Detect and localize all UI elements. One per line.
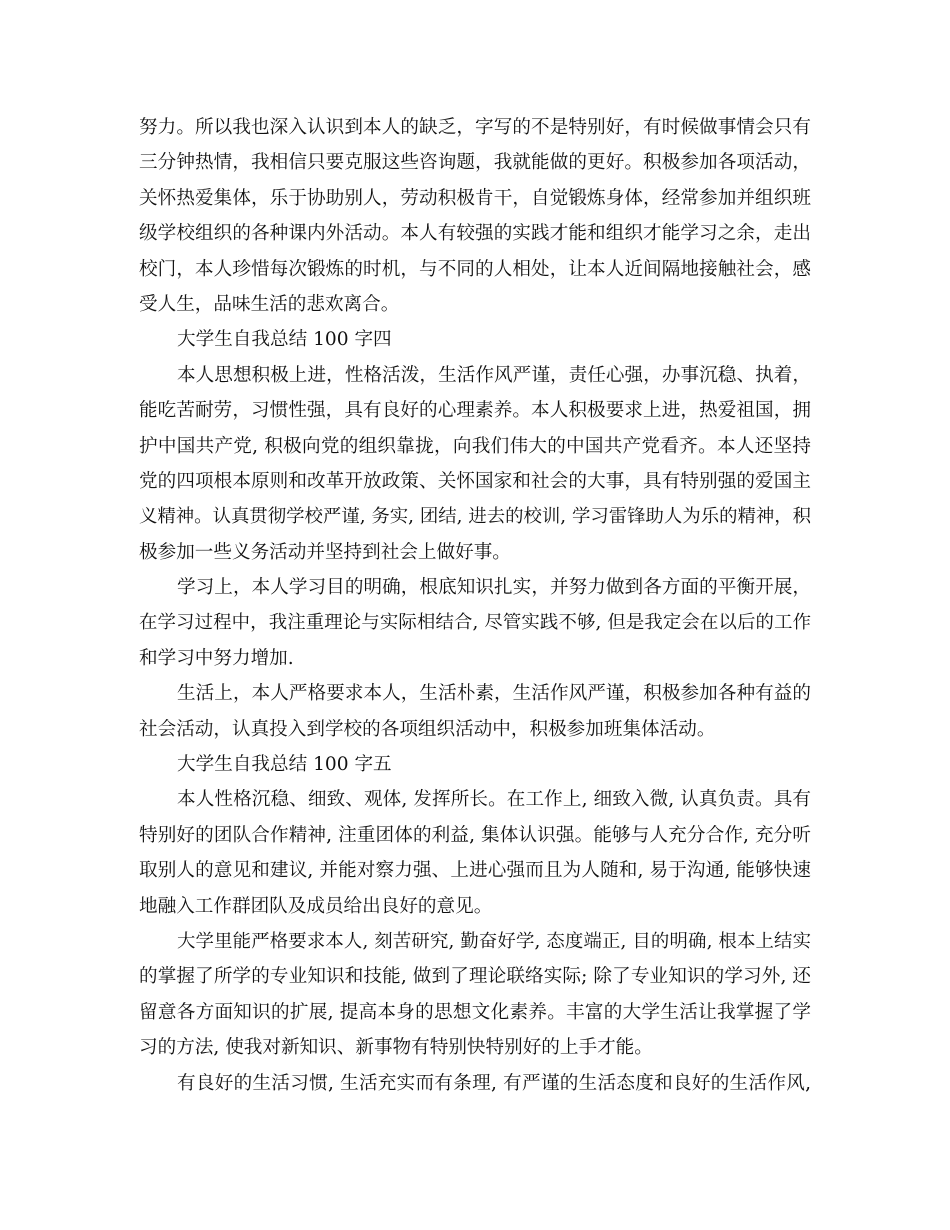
paragraph-line: 生活上，本人严格要求本人，生活朴素，生活作风严谨，积极参加各种有益的: [177, 683, 811, 705]
paragraph-line: 有良好的生活习惯, 生活充实而有条理, 有严谨的生活态度和良好的生活作风,: [177, 1072, 811, 1094]
paragraph-line: 的掌握了所学的专业知识和技能, 做到了理论联络实际; 除了专业知识的学习外, 还: [139, 966, 811, 988]
paragraph-line: 受人生，品味生活的悲欢离合。: [139, 293, 400, 315]
paragraph-line: 努力。所以我也深入认识到本人的缺乏，字写的不是特别好，有时候做事情会只有: [139, 117, 811, 138]
paragraph-line: 级学校组织的各种课内外活动。本人有较强的实践才能和组织才能学习之余，走出: [139, 223, 811, 245]
paragraph-line: 本人思想积极上进，性格活泼，生活作风严谨，责任心强，办事沉稳、执着，: [177, 364, 811, 386]
paragraph-line: 党的四项根本原则和改革开放政策、关怀国家和社会的大事，具有特别强的爱国主: [139, 470, 811, 492]
paragraph-line: 学习上，本人学习目的明确，根底知识扎实，并努力做到各方面的平衡开展，: [177, 577, 811, 599]
paragraph-line: 本人性格沉稳、细致、观体, 发挥所长。在工作上, 细致入微, 认真负责。具有: [177, 789, 811, 811]
paragraph-line: 三分钟热情，我相信只要克服这些咨询题，我就能做的更好。积极参加各项活动，: [139, 152, 811, 174]
paragraph-line: 社会活动，认真投入到学校的各项组织活动中，积极参加班集体活动。: [139, 718, 716, 740]
paragraph-line: 留意各方面知识的扩展, 提高本身的思想文化素养。丰富的大学生活让我掌握了学: [139, 1001, 811, 1023]
paragraph-line: 能吃苦耐劳，习惯性强，具有良好的心理素养。本人积极要求上进，热爱祖国，拥: [139, 400, 811, 422]
section-heading: 大学生自我总结 100 字五: [177, 754, 392, 776]
paragraph-line: 和学习中努力增加.: [139, 647, 294, 669]
paragraph-line: 极参加一些义务活动并坚持到社会上做好事。: [139, 541, 511, 563]
paragraph-line: 取别人的意见和建议, 并能对察力强、上进心强而且为人随和, 易于沟通, 能够快速: [139, 860, 811, 882]
paragraph-line: 义精神。认真贯彻学校严谨, 务实, 团结, 进去的校训, 学习雷锋助人为乐的精神，积: [139, 506, 812, 528]
paragraph-line: 在学习过程中，我注重理论与实际相结合, 尽管实践不够, 但是我定会在以后的工作: [139, 612, 811, 634]
paragraph-line: 习的方法, 使我对新知识、新事物有特别快特别好的上手才能。: [139, 1037, 653, 1059]
paragraph-line: 关怀热爱集体，乐于协助别人，劳动积极肯干，自觉锻炼身体，经常参加并组织班: [139, 187, 811, 209]
document-body: [139, 110, 811, 1101]
paragraph-line: 特别好的团队合作精神, 注重团体的利益, 集体认识强。能够与人充分合作, 充分听: [139, 824, 811, 846]
paragraph-line: 校门，本人珍惜每次锻炼的时机，与不同的人相处，让本人近间隔地接触社会，感: [139, 258, 811, 280]
paragraph-line: 地融入工作群团队及成员给出良好的意见。: [139, 895, 493, 917]
paragraph-line: 护中国共产党, 积极向党的组织靠拢，向我们伟大的中国共产党看齐。本人还坚持: [139, 435, 811, 457]
section-heading: 大学生自我总结 100 字四: [177, 329, 392, 351]
paragraph-line: 大学里能严格要求本人, 刻苦研究, 勤奋好学, 态度端正, 目的明确, 根本上结实: [177, 930, 811, 952]
